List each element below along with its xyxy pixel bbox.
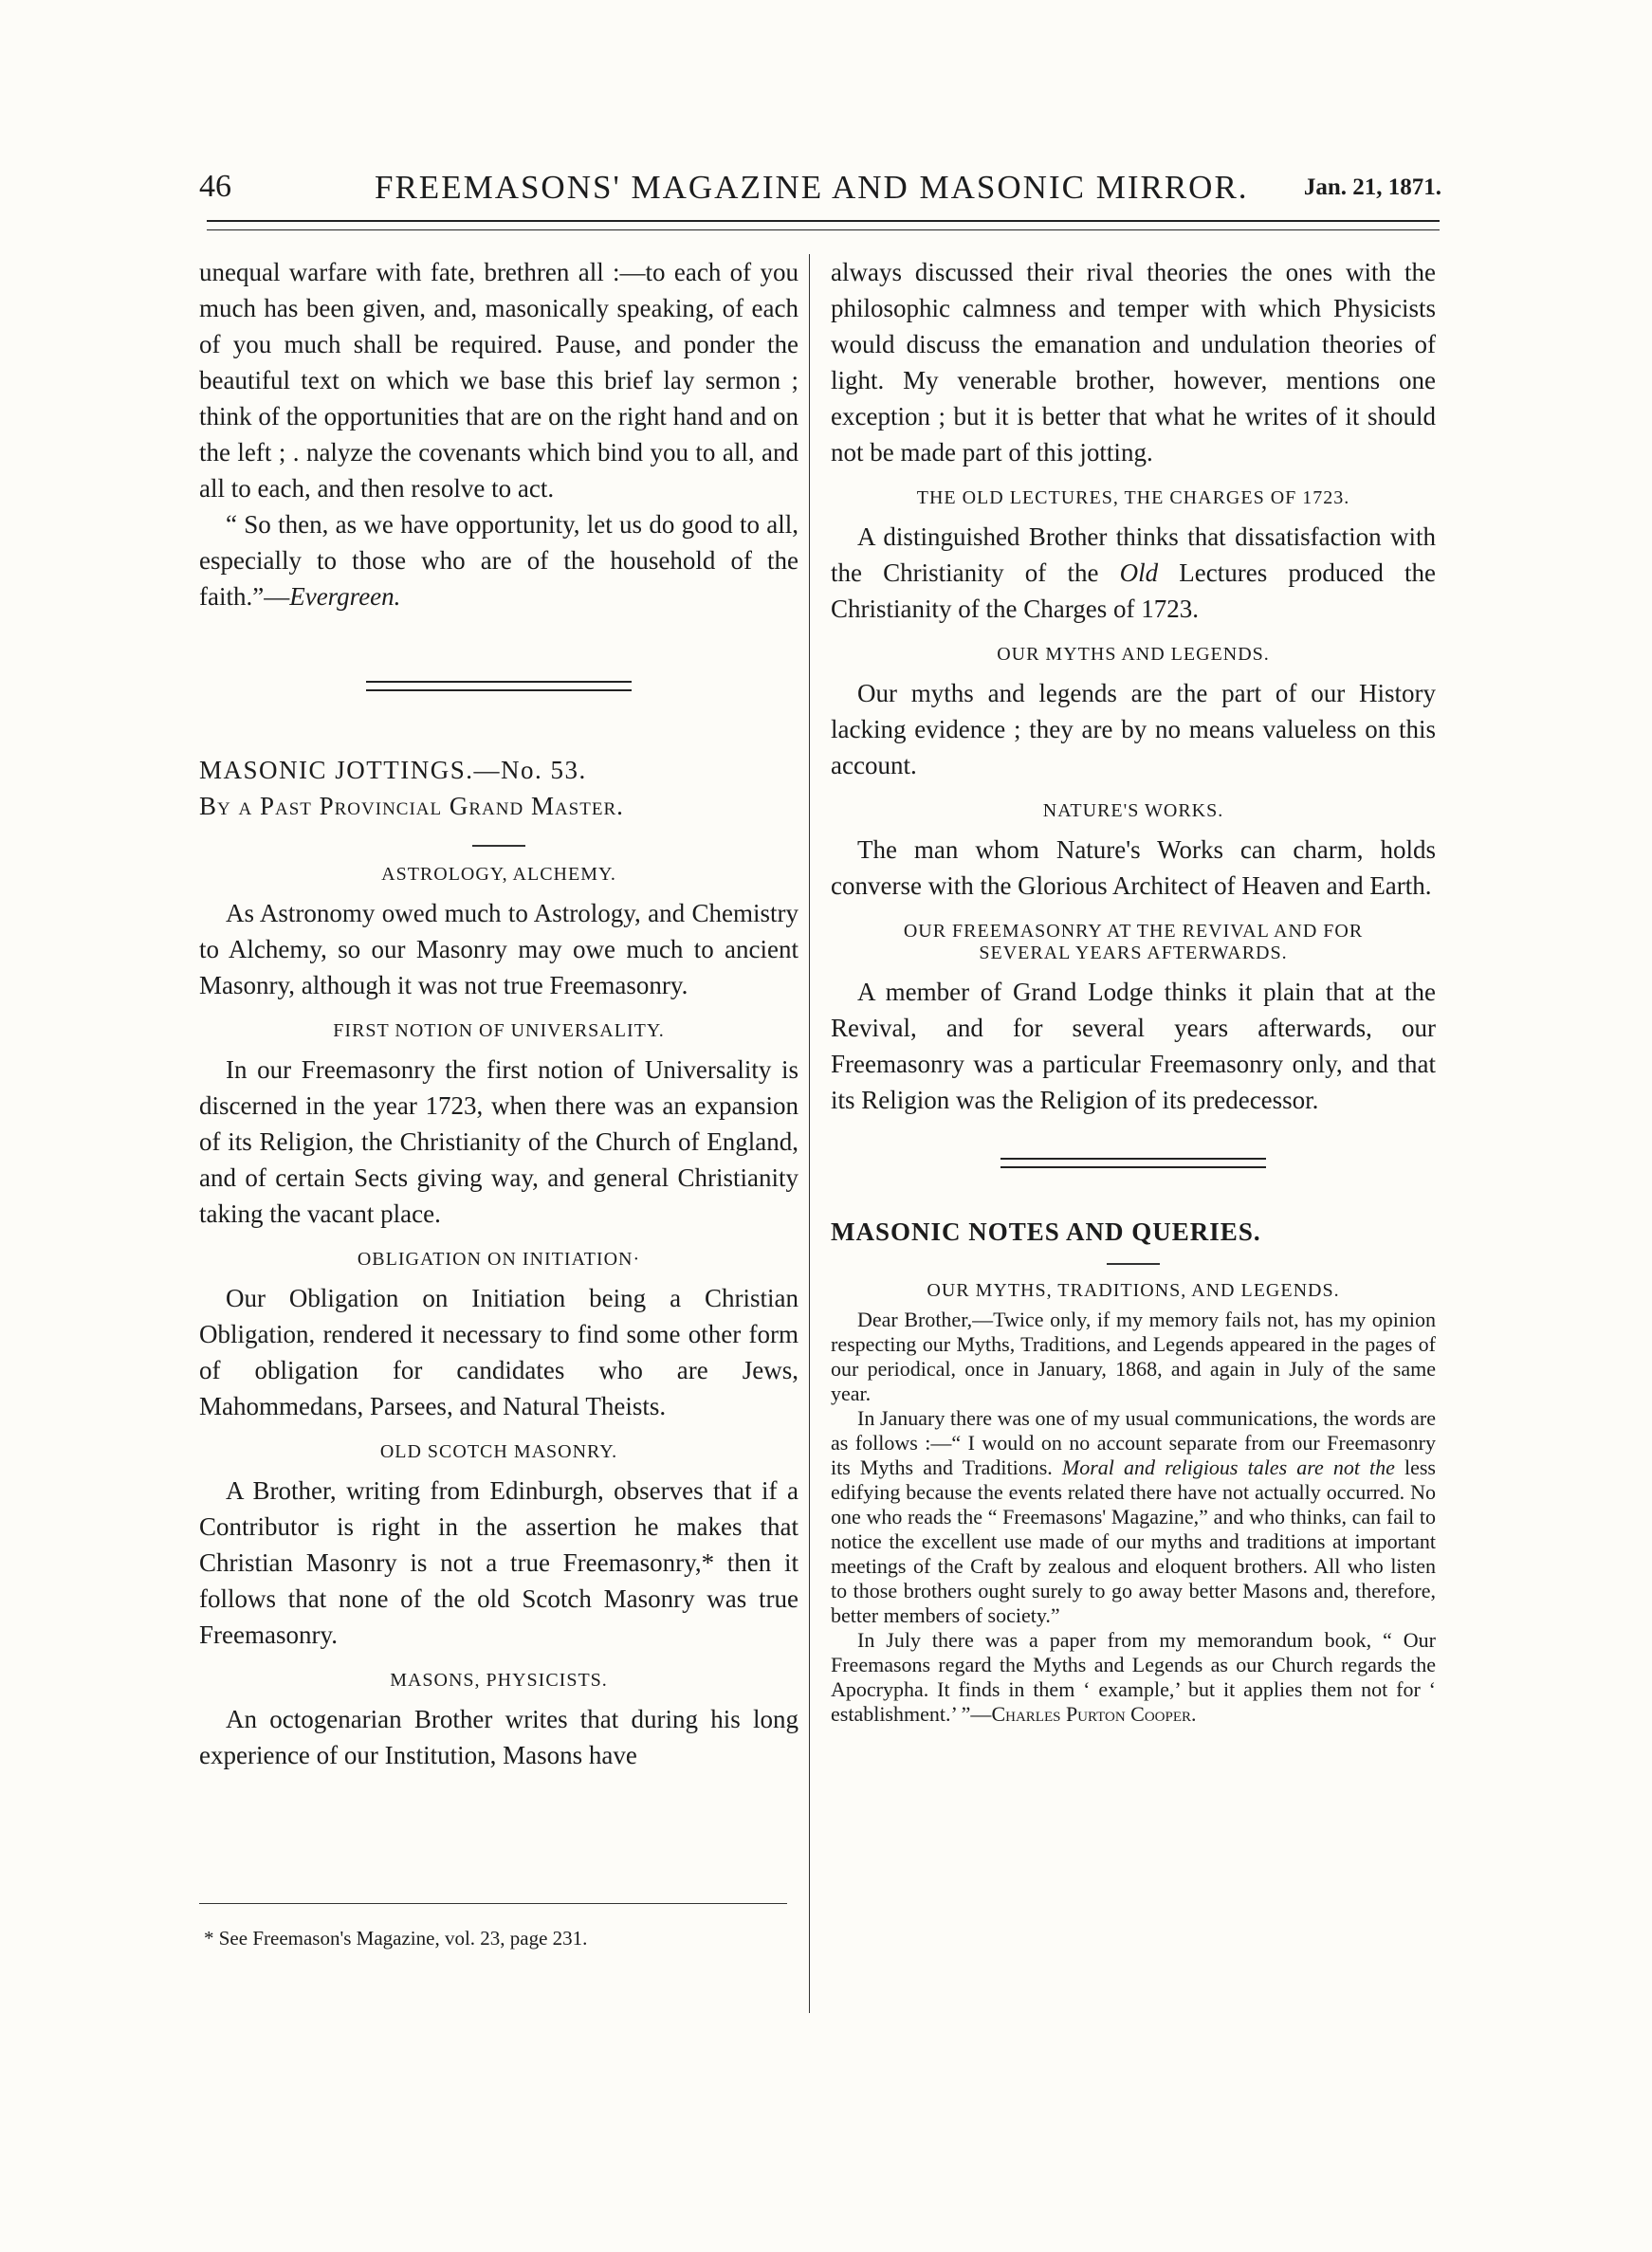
closing-quote [199, 506, 798, 614]
section-heading: OBLIGATION ON INITIATION· [357, 1249, 641, 1270]
section-heading: OUR MYTHS AND LEGENDS. [997, 644, 1270, 665]
text-run: less edifying because the events related there have not actually occurred. No one who reads the “ Freemasons' Magazine,” and who thinks, can fail to notice the excellent use made of our myths and traditions at important meetings of the Craft by zealous and eloquent brothers. All who listen to those brothers ought surely to go away better Masons and, therefore, better members of society.” [831, 1456, 1436, 1627]
footnote: * See Freemason's Magazine, vol. 23, page 231. [204, 1927, 588, 1950]
signature: Charles Purton Cooper. [991, 1702, 1197, 1726]
section-text: As Astronomy owed much to Astrology, and Chemistry to Alchemy, so our Masonry may owe much to ancient Masonry, although it was not true Freemasonry. [199, 899, 798, 999]
section-heading: ASTROLOGY, ALCHEMY. [381, 864, 616, 885]
notes-body [831, 1308, 1436, 1727]
ornamental-rule [1000, 1158, 1266, 1168]
continued-text: always discussed their rival theories the ones with the philosophic calmness and temper with which Physicists would discuss the emanation and undulation theories of light. My venerable brother, however, mentions one exception ; but it is better that what he writes of it should not be made part of this jotting. [831, 258, 1436, 467]
section-text: In our Freemasonry the first notion of Universality is discerned in the year 1723, when there was an expansion of its Religion, the Christianity of the Church of England, and of certain Sects giving way, and general Christianity taking the vacant place. [199, 1055, 798, 1228]
quote-source: Evergreen. [289, 582, 401, 611]
short-rule [472, 845, 525, 847]
section-heading: THE OLD LECTURES, THE CHARGES OF 1723. [916, 487, 1350, 508]
article-byline: By a Past Provincial Grand Master. [199, 792, 624, 820]
footnote-rule [199, 1903, 787, 1904]
section-text: A Brother, writing from Edinburgh, observes that if a Contributor is right in the assertion he makes that Christian Masonry is not a true Freemasonry,* then it follows that none of the old Scotch Masonry was true Freemasonry. [199, 1476, 798, 1649]
text-run: In July there was a paper from my memorandum book, “ Our Freemasons regard the Myths and Legends as our Church regards the Apocrypha. It finds in them ‘ example,’ but it applies them not for ‘ establishment.’ ”— [831, 1628, 1436, 1726]
column-divider [809, 254, 810, 2013]
section-text [831, 519, 1436, 627]
article-title: MASONIC JOTTINGS.—No. 53. [199, 756, 587, 784]
header-rule [207, 220, 1440, 230]
issue-date: Jan. 21, 1871. [1303, 174, 1441, 200]
ornamental-rule [366, 681, 632, 691]
text-run: A distinguished Brother thinks that dissatisfaction with the Christianity of the [831, 522, 1436, 587]
right-column [831, 254, 1436, 1727]
section-heading: FIRST NOTION OF UNIVERSALITY. [333, 1020, 665, 1041]
page-number: 46 [199, 169, 231, 204]
section-heading: OLD SCOTCH MASONRY. [379, 1441, 618, 1462]
intro-paragraph: unequal warfare with fate, brethren all :—to each of you much has been given, and, masonically speaking, of each of you much shall be required. Pause, and ponder the beautiful text on which we base this brief lay sermon ; think of the opportunities that are on the right hand and on the left ; . nalyze the covenants which bind you to all, and all to each, and then resolve to act. [199, 258, 798, 503]
section-text: Our myths and legends are the part of our History lacking evidence ; they are by no means valueless on this account. [831, 679, 1436, 779]
section-heading: OUR FREEMASONRY AT THE REVIVAL AND FOR SEVERAL YEARS AFTERWARDS. [903, 921, 1364, 963]
section-text: Our Obligation on Initiation being a Christian Obligation, rendered it necessary to find some other form of obligation for candidates who are Jews, Mahommedans, Parsees, and Natural Theists. [199, 1284, 798, 1420]
short-rule [1107, 1263, 1160, 1265]
italic-run: Old [1119, 558, 1159, 587]
text-run: Lectures produced the Christianity of the Charges of 1723. [831, 558, 1437, 623]
page-header [199, 169, 1441, 211]
masthead-title: FREEMASONS' MAGAZINE AND MASONIC MIRROR. [375, 169, 1249, 206]
section-heading: OUR MYTHS, TRADITIONS, AND LEGENDS. [927, 1280, 1340, 1301]
notes-paragraph [831, 1628, 1436, 1727]
section-text: An octogenarian Brother writes that during his long experience of our Institution, Masons have [199, 1705, 798, 1769]
notes-title: MASONIC NOTES AND QUERIES. [831, 1218, 1261, 1246]
text-run: In January there was one of my usual communications, the words are as follows :—“ I would on no account separate from our Freemasonry its Myths and Traditions. [831, 1406, 1436, 1479]
section-text: The man whom Nature's Works can charm, holds converse with the Glorious Architect of Heaven and Earth. [831, 835, 1436, 900]
notes-paragraph: Dear Brother,—Twice only, if my memory fails not, has my opinion respecting our Myths, Traditions, and Legends appeared in the pages of our periodical, once in January, 1868, and again in July of the same year. [831, 1308, 1436, 1405]
notes-paragraph [831, 1406, 1436, 1628]
section-heading: MASONS, PHYSICISTS. [390, 1670, 608, 1691]
left-column [199, 254, 798, 1773]
italic-run: Moral and religious tales are not the [1061, 1456, 1395, 1479]
quote-text: “ So then, as we have opportunity, let us do good to all, especially to those who are of the household of the faith.”— [199, 510, 798, 611]
section-text: A member of Grand Lodge thinks it plain that at the Revival, and for several years afterwards, our Freemasonry was a particular Freemasonry only, and that its Religion was the Religion of its predecessor. [831, 978, 1436, 1114]
section-heading: NATURE'S WORKS. [1042, 800, 1224, 821]
